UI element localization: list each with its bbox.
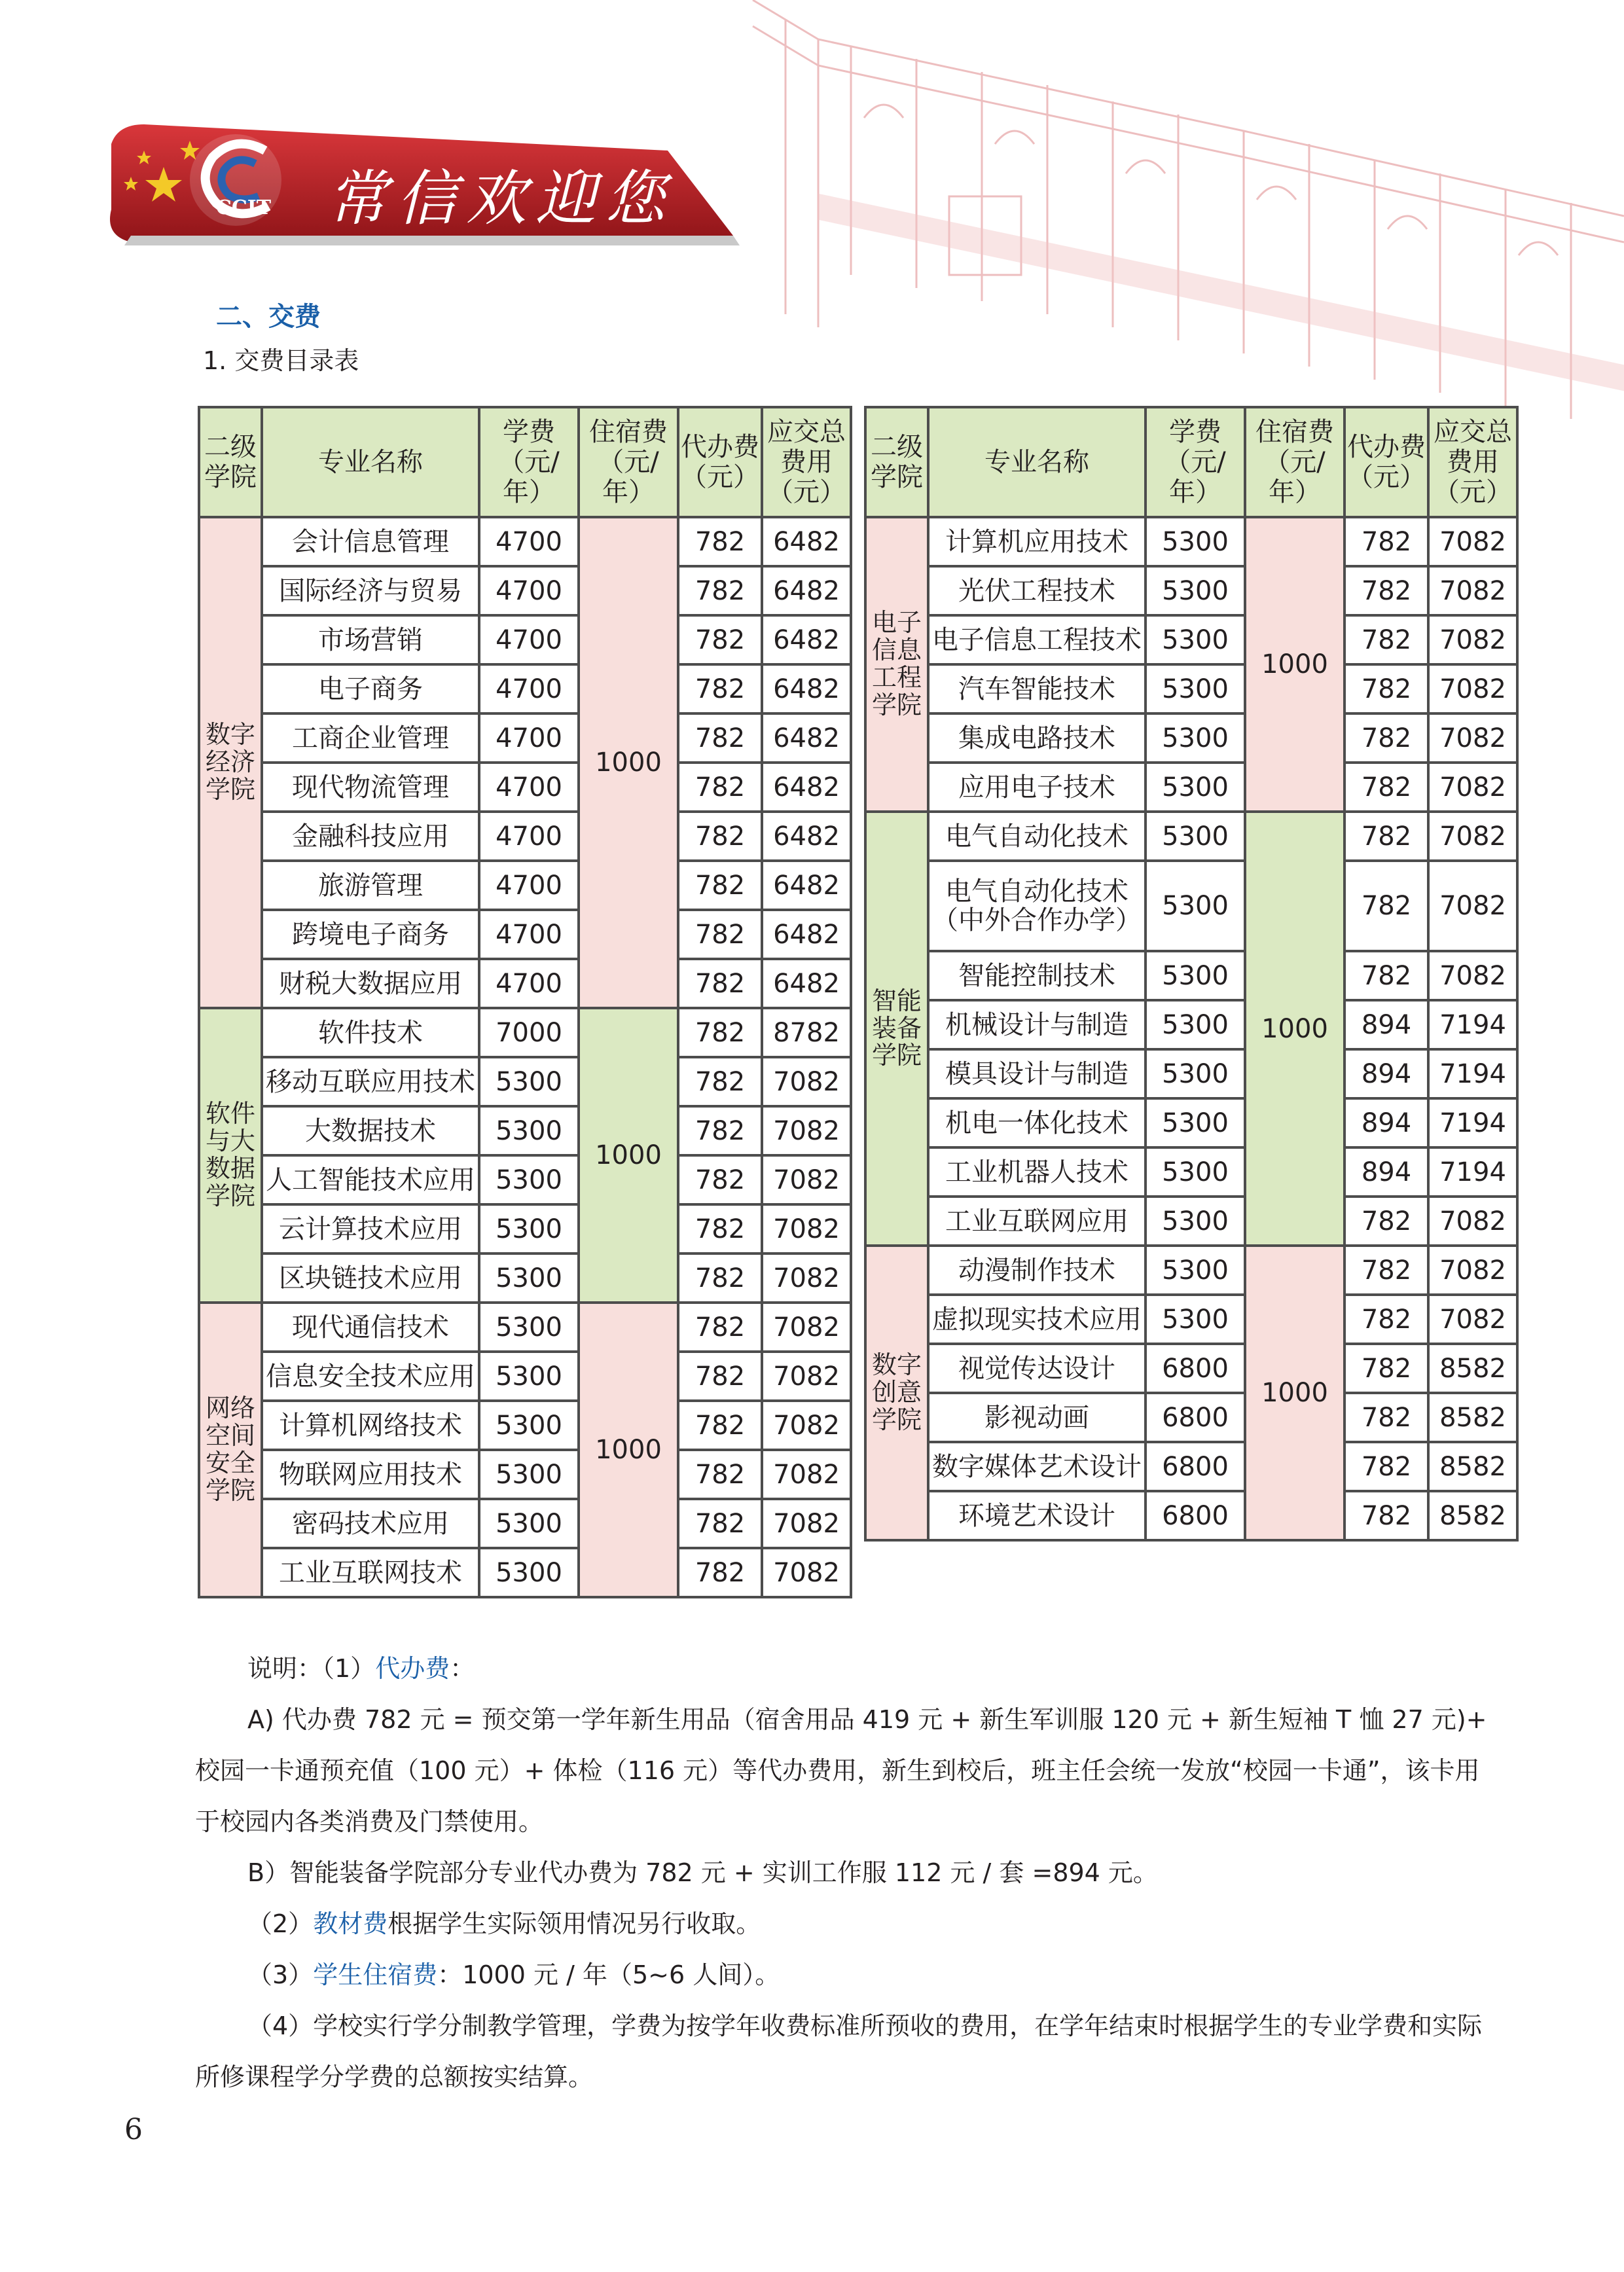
logo-text: CCIT bbox=[216, 196, 272, 219]
agency-fee-cell: 894 bbox=[1344, 1098, 1428, 1147]
major-cell: 机械设计与制造 bbox=[928, 1000, 1146, 1049]
table-row bbox=[199, 1303, 851, 1352]
agency-fee-cell: 782 bbox=[1344, 1197, 1428, 1246]
agency-fee-cell: 782 bbox=[1344, 1246, 1428, 1295]
agency-fee-cell: 782 bbox=[678, 1401, 762, 1450]
major-cell: 工业互联网应用 bbox=[928, 1197, 1146, 1246]
agency-fee-cell: 782 bbox=[678, 517, 762, 566]
major-cell: 区块链技术应用 bbox=[262, 1253, 479, 1303]
table-row bbox=[199, 1057, 851, 1106]
table-row bbox=[865, 1344, 1517, 1393]
section-title: 二、交费 bbox=[216, 302, 321, 332]
table-row bbox=[199, 861, 851, 910]
table-row bbox=[199, 517, 851, 566]
table-row bbox=[199, 910, 851, 959]
table-row bbox=[865, 1000, 1517, 1049]
major-cell: 集成电路技术 bbox=[928, 713, 1146, 763]
table-row bbox=[865, 951, 1517, 1000]
total-fee-cell: 7194 bbox=[1428, 1098, 1517, 1147]
total-fee-cell: 6482 bbox=[762, 713, 851, 763]
total-fee-cell: 6482 bbox=[762, 959, 851, 1008]
tuition-cell: 4700 bbox=[479, 713, 579, 763]
agency-fee-cell: 782 bbox=[678, 1450, 762, 1499]
agency-fee-cell: 782 bbox=[678, 861, 762, 910]
tuition-cell: 5300 bbox=[479, 1401, 579, 1450]
total-fee-cell: 7194 bbox=[1428, 1049, 1517, 1098]
total-fee-cell: 8582 bbox=[1428, 1344, 1517, 1393]
tuition-cell: 7000 bbox=[479, 1008, 579, 1057]
header-dorm: 住宿费（元/年） bbox=[579, 407, 678, 517]
header-agency: 代办费（元） bbox=[678, 407, 762, 517]
college-cell: 软件与大数据学院 bbox=[199, 1008, 262, 1303]
agency-fee-cell: 782 bbox=[678, 1253, 762, 1303]
agency-fee-cell: 782 bbox=[1344, 812, 1428, 861]
total-fee-cell: 6482 bbox=[762, 566, 851, 615]
header-tuition: 学费（元/年） bbox=[1146, 407, 1245, 517]
dorm-fee-cell: 1000 bbox=[579, 1303, 678, 1597]
table-row bbox=[199, 1253, 851, 1303]
agency-fee-cell: 782 bbox=[678, 713, 762, 763]
agency-fee-cell: 782 bbox=[1344, 1491, 1428, 1540]
agency-fee-cell: 782 bbox=[678, 812, 762, 861]
total-fee-cell: 8582 bbox=[1428, 1442, 1517, 1491]
table-row bbox=[865, 1147, 1517, 1197]
agency-fee-cell: 782 bbox=[678, 763, 762, 812]
note-3: （3）学生住宿费：1000 元 / 年（5~6 人间）。 bbox=[247, 1960, 780, 1989]
major-cell: 移动互联应用技术 bbox=[262, 1057, 479, 1106]
note-2-term: 教材费 bbox=[313, 1909, 388, 1938]
major-cell: 电气自动化技术（中外合作办学） bbox=[928, 861, 1146, 951]
table-row bbox=[199, 1155, 851, 1204]
total-fee-cell: 7082 bbox=[1428, 951, 1517, 1000]
header-major: 专业名称 bbox=[928, 407, 1146, 517]
table-row bbox=[865, 566, 1517, 615]
major-cell: 市场营销 bbox=[262, 615, 479, 664]
college-cell: 电子信息工程学院 bbox=[865, 517, 928, 812]
total-fee-cell: 6482 bbox=[762, 664, 851, 713]
major-cell: 计算机应用技术 bbox=[928, 517, 1146, 566]
total-fee-cell: 7082 bbox=[762, 1352, 851, 1401]
total-fee-cell: 7082 bbox=[762, 1450, 851, 1499]
total-fee-cell: 6482 bbox=[762, 910, 851, 959]
total-fee-cell: 6482 bbox=[762, 861, 851, 910]
major-cell: 跨境电子商务 bbox=[262, 910, 479, 959]
agency-fee-cell: 782 bbox=[1344, 951, 1428, 1000]
tuition-cell: 6800 bbox=[1146, 1442, 1245, 1491]
major-cell: 金融科技应用 bbox=[262, 812, 479, 861]
header-college: 二级学院 bbox=[199, 407, 262, 517]
major-cell: 现代通信技术 bbox=[262, 1303, 479, 1352]
total-fee-cell: 7082 bbox=[762, 1155, 851, 1204]
tuition-cell: 4700 bbox=[479, 615, 579, 664]
tuition-cell: 5300 bbox=[1146, 1197, 1245, 1246]
table-row bbox=[199, 713, 851, 763]
tuition-cell: 5300 bbox=[1146, 1295, 1245, 1344]
table-row bbox=[199, 1204, 851, 1253]
tuition-cell: 5300 bbox=[1146, 615, 1245, 664]
tuition-cell: 5300 bbox=[479, 1106, 579, 1155]
tuition-cell: 5300 bbox=[1146, 951, 1245, 1000]
major-cell: 光伏工程技术 bbox=[928, 566, 1146, 615]
total-fee-cell: 7082 bbox=[762, 1204, 851, 1253]
major-cell: 电子商务 bbox=[262, 664, 479, 713]
tuition-cell: 5300 bbox=[479, 1548, 579, 1597]
agency-fee-cell: 782 bbox=[678, 1499, 762, 1548]
tuition-cell: 5300 bbox=[479, 1499, 579, 1548]
total-fee-cell: 7082 bbox=[1428, 763, 1517, 812]
table-row bbox=[865, 1049, 1517, 1098]
college-cell: 数字经济学院 bbox=[199, 517, 262, 1008]
tuition-cell: 5300 bbox=[1146, 713, 1245, 763]
total-fee-cell: 7082 bbox=[1428, 1295, 1517, 1344]
dorm-fee-cell: 1000 bbox=[1245, 812, 1344, 1246]
total-fee-cell: 7082 bbox=[762, 1106, 851, 1155]
major-cell: 信息安全技术应用 bbox=[262, 1352, 479, 1401]
header-dorm: 住宿费（元/年） bbox=[1245, 407, 1344, 517]
table-row bbox=[865, 713, 1517, 763]
table-row bbox=[199, 1450, 851, 1499]
tuition-cell: 5300 bbox=[479, 1057, 579, 1106]
major-cell: 影视动画 bbox=[928, 1393, 1146, 1442]
tuition-cell: 4700 bbox=[479, 566, 579, 615]
agency-fee-cell: 782 bbox=[1344, 566, 1428, 615]
sub-title: 1. 交费目录表 bbox=[203, 346, 359, 375]
agency-fee-cell: 894 bbox=[1344, 1000, 1428, 1049]
tuition-cell: 6800 bbox=[1146, 1393, 1245, 1442]
fee-table-left bbox=[198, 406, 852, 1598]
total-fee-cell: 7082 bbox=[762, 1057, 851, 1106]
agency-fee-cell: 782 bbox=[678, 959, 762, 1008]
tuition-cell: 5300 bbox=[1146, 812, 1245, 861]
banner-title: 常信欢迎您 bbox=[327, 164, 675, 234]
total-fee-cell: 7082 bbox=[762, 1303, 851, 1352]
major-cell: 财税大数据应用 bbox=[262, 959, 479, 1008]
tuition-cell: 4700 bbox=[479, 959, 579, 1008]
table-row bbox=[865, 664, 1517, 713]
tuition-cell: 5300 bbox=[1146, 1147, 1245, 1197]
table-row bbox=[199, 1401, 851, 1450]
tuition-cell: 5300 bbox=[1146, 861, 1245, 951]
tuition-cell: 5300 bbox=[1146, 1246, 1245, 1295]
total-fee-cell: 8582 bbox=[1428, 1491, 1517, 1540]
agency-fee-cell: 782 bbox=[1344, 615, 1428, 664]
note-3-term: 学生住宿费 bbox=[313, 1960, 438, 1989]
table-row bbox=[199, 664, 851, 713]
table-row bbox=[199, 566, 851, 615]
major-cell: 人工智能技术应用 bbox=[262, 1155, 479, 1204]
page-number: 6 bbox=[124, 2113, 143, 2146]
table-row bbox=[199, 1499, 851, 1548]
agency-fee-cell: 782 bbox=[678, 1155, 762, 1204]
major-cell: 计算机网络技术 bbox=[262, 1401, 479, 1450]
agency-fee-cell: 782 bbox=[678, 1352, 762, 1401]
total-fee-cell: 7082 bbox=[1428, 615, 1517, 664]
tuition-cell: 5300 bbox=[1146, 1098, 1245, 1147]
tuition-cell: 5300 bbox=[479, 1352, 579, 1401]
agency-fee-cell: 782 bbox=[678, 910, 762, 959]
note-1: 说明：（1）代办费： bbox=[247, 1654, 475, 1683]
table-row bbox=[865, 1197, 1517, 1246]
tuition-cell: 6800 bbox=[1146, 1344, 1245, 1393]
tuition-cell: 4700 bbox=[479, 812, 579, 861]
table-row bbox=[865, 763, 1517, 812]
agency-fee-cell: 782 bbox=[1344, 1442, 1428, 1491]
tuition-cell: 5300 bbox=[1146, 517, 1245, 566]
header-agency: 代办费（元） bbox=[1344, 407, 1428, 517]
tuition-cell: 5300 bbox=[479, 1204, 579, 1253]
table-row bbox=[865, 615, 1517, 664]
table-row bbox=[199, 1352, 851, 1401]
agency-fee-cell: 894 bbox=[1344, 1147, 1428, 1197]
dorm-fee-cell: 1000 bbox=[1245, 1246, 1344, 1540]
agency-fee-cell: 782 bbox=[1344, 861, 1428, 951]
note-2: （2）教材费根据学生实际领用情况另行收取。 bbox=[247, 1909, 761, 1938]
major-cell: 环境艺术设计 bbox=[928, 1491, 1146, 1540]
tuition-cell: 4700 bbox=[479, 763, 579, 812]
major-cell: 机电一体化技术 bbox=[928, 1098, 1146, 1147]
tuition-cell: 4700 bbox=[479, 910, 579, 959]
header-tuition: 学费（元/年） bbox=[479, 407, 579, 517]
agency-fee-cell: 894 bbox=[1344, 1049, 1428, 1098]
major-cell: 工业互联网技术 bbox=[262, 1548, 479, 1597]
table-row bbox=[865, 861, 1517, 951]
table-row bbox=[865, 1098, 1517, 1147]
total-fee-cell: 7082 bbox=[762, 1499, 851, 1548]
tuition-cell: 5300 bbox=[479, 1253, 579, 1303]
note-4: （4）学校实行学分制教学管理，学费为按学年收费标准所预收的费用，在学年结束时根据学生的专业学费和实际所修课程学分学费的总额按实结算。 bbox=[195, 2011, 1483, 2091]
total-fee-cell: 7194 bbox=[1428, 1000, 1517, 1049]
total-fee-cell: 7082 bbox=[1428, 566, 1517, 615]
tuition-cell: 4700 bbox=[479, 861, 579, 910]
fee-table-right bbox=[864, 406, 1519, 1542]
table-row bbox=[865, 1295, 1517, 1344]
tuition-cell: 5300 bbox=[479, 1155, 579, 1204]
table-row bbox=[199, 812, 851, 861]
college-cell: 智能装备学院 bbox=[865, 812, 928, 1246]
major-cell: 会计信息管理 bbox=[262, 517, 479, 566]
major-cell: 软件技术 bbox=[262, 1008, 479, 1057]
major-cell: 工商企业管理 bbox=[262, 713, 479, 763]
major-cell: 电气自动化技术 bbox=[928, 812, 1146, 861]
major-cell: 应用电子技术 bbox=[928, 763, 1146, 812]
tuition-cell: 5300 bbox=[479, 1450, 579, 1499]
header-major: 专业名称 bbox=[262, 407, 479, 517]
major-cell: 视觉传达设计 bbox=[928, 1344, 1146, 1393]
total-fee-cell: 7082 bbox=[762, 1253, 851, 1303]
total-fee-cell: 8582 bbox=[1428, 1393, 1517, 1442]
tuition-cell: 5300 bbox=[479, 1303, 579, 1352]
college-cell: 数字创意学院 bbox=[865, 1246, 928, 1540]
table-row bbox=[865, 812, 1517, 861]
header-total: 应交总费用（元） bbox=[762, 407, 851, 517]
header-college: 二级学院 bbox=[865, 407, 928, 517]
total-fee-cell: 6482 bbox=[762, 812, 851, 861]
major-cell: 大数据技术 bbox=[262, 1106, 479, 1155]
major-cell: 汽车智能技术 bbox=[928, 664, 1146, 713]
tuition-cell: 5300 bbox=[1146, 1049, 1245, 1098]
agency-fee-cell: 782 bbox=[1344, 763, 1428, 812]
major-cell: 数字媒体艺术设计 bbox=[928, 1442, 1146, 1491]
major-cell: 旅游管理 bbox=[262, 861, 479, 910]
notes bbox=[195, 1643, 1498, 2102]
total-fee-cell: 6482 bbox=[762, 615, 851, 664]
major-cell: 现代物流管理 bbox=[262, 763, 479, 812]
table-row bbox=[199, 1008, 851, 1057]
agency-fee-cell: 782 bbox=[1344, 517, 1428, 566]
tuition-cell: 4700 bbox=[479, 664, 579, 713]
agency-fee-cell: 782 bbox=[678, 1008, 762, 1057]
agency-fee-cell: 782 bbox=[1344, 664, 1428, 713]
major-cell: 动漫制作技术 bbox=[928, 1246, 1146, 1295]
major-cell: 电子信息工程技术 bbox=[928, 615, 1146, 664]
note-1-term: 代办费 bbox=[375, 1654, 450, 1683]
tuition-cell: 5300 bbox=[1146, 763, 1245, 812]
agency-fee-cell: 782 bbox=[1344, 713, 1428, 763]
total-fee-cell: 6482 bbox=[762, 517, 851, 566]
major-cell: 密码技术应用 bbox=[262, 1499, 479, 1548]
dorm-fee-cell: 1000 bbox=[579, 1008, 678, 1303]
total-fee-cell: 7082 bbox=[1428, 812, 1517, 861]
tuition-cell: 5300 bbox=[1146, 566, 1245, 615]
agency-fee-cell: 782 bbox=[1344, 1295, 1428, 1344]
table-row bbox=[865, 1393, 1517, 1442]
note-b: B）智能装备学院部分专业代办费为 782 元 + 实训工作服 112 元 / 套 =894 元。 bbox=[247, 1858, 1158, 1887]
dorm-fee-cell: 1000 bbox=[1245, 517, 1344, 812]
table-row bbox=[199, 1548, 851, 1597]
table-row bbox=[865, 1491, 1517, 1540]
total-fee-cell: 7194 bbox=[1428, 1147, 1517, 1197]
total-fee-cell: 7082 bbox=[762, 1401, 851, 1450]
total-fee-cell: 7082 bbox=[1428, 1197, 1517, 1246]
tuition-cell: 5300 bbox=[1146, 664, 1245, 713]
total-fee-cell: 8782 bbox=[762, 1008, 851, 1057]
major-cell: 虚拟现实技术应用 bbox=[928, 1295, 1146, 1344]
table-row bbox=[199, 763, 851, 812]
total-fee-cell: 7082 bbox=[762, 1548, 851, 1597]
table-row bbox=[865, 1246, 1517, 1295]
tuition-cell: 5300 bbox=[1146, 1000, 1245, 1049]
major-cell: 云计算技术应用 bbox=[262, 1204, 479, 1253]
agency-fee-cell: 782 bbox=[678, 1303, 762, 1352]
major-cell: 模具设计与制造 bbox=[928, 1049, 1146, 1098]
header-total: 应交总费用（元） bbox=[1428, 407, 1517, 517]
table-row bbox=[199, 615, 851, 664]
total-fee-cell: 7082 bbox=[1428, 861, 1517, 951]
table-row bbox=[865, 517, 1517, 566]
major-cell: 物联网应用技术 bbox=[262, 1450, 479, 1499]
note-a: A) 代办费 782 元 = 预交第一学年新生用品（宿舍用品 419 元 + 新生军训服 120 元 + 新生短袖 T 恤 27 元)+ 校园一卡通预充值（100 元）+ 体检（116 元）等代办费用，新生到校后，班主任会统一发放“校园一卡通”，该卡用于校园内各类消费及门禁使用。 bbox=[195, 1705, 1487, 1836]
total-fee-cell: 7082 bbox=[1428, 664, 1517, 713]
table-row bbox=[199, 959, 851, 1008]
total-fee-cell: 6482 bbox=[762, 763, 851, 812]
agency-fee-cell: 782 bbox=[678, 1204, 762, 1253]
agency-fee-cell: 782 bbox=[678, 1548, 762, 1597]
major-cell: 工业机器人技术 bbox=[928, 1147, 1146, 1197]
dorm-fee-cell: 1000 bbox=[579, 517, 678, 1008]
agency-fee-cell: 782 bbox=[1344, 1393, 1428, 1442]
major-cell: 国际经济与贸易 bbox=[262, 566, 479, 615]
total-fee-cell: 7082 bbox=[1428, 517, 1517, 566]
agency-fee-cell: 782 bbox=[678, 1106, 762, 1155]
major-cell: 智能控制技术 bbox=[928, 951, 1146, 1000]
agency-fee-cell: 782 bbox=[678, 664, 762, 713]
table-row bbox=[865, 1442, 1517, 1491]
agency-fee-cell: 782 bbox=[678, 615, 762, 664]
total-fee-cell: 7082 bbox=[1428, 713, 1517, 763]
agency-fee-cell: 782 bbox=[678, 1057, 762, 1106]
total-fee-cell: 7082 bbox=[1428, 1246, 1517, 1295]
college-cell: 网络空间安全学院 bbox=[199, 1303, 262, 1597]
agency-fee-cell: 782 bbox=[678, 566, 762, 615]
agency-fee-cell: 782 bbox=[1344, 1344, 1428, 1393]
table-row bbox=[199, 1106, 851, 1155]
tuition-cell: 4700 bbox=[479, 517, 579, 566]
tuition-cell: 6800 bbox=[1146, 1491, 1245, 1540]
